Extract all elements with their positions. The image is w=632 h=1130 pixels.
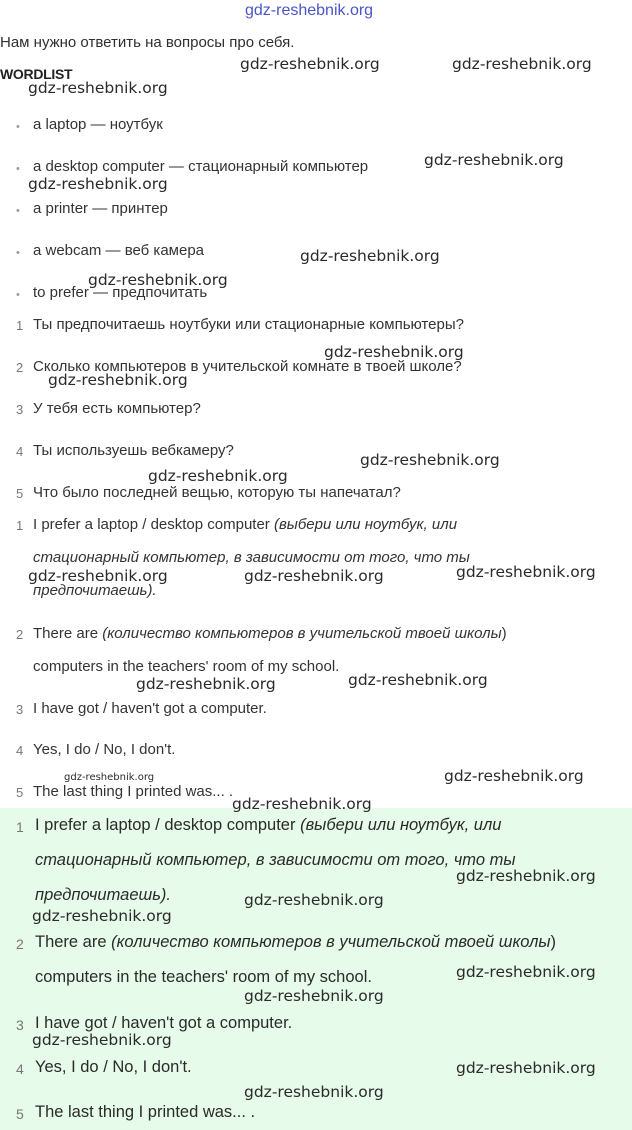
answer-1-line-1-highlight [35, 816, 501, 835]
answer-number: 1 [16, 819, 24, 835]
question-text: Сколько компьютеров в учительской комнате в твоей школе? [33, 358, 462, 375]
watermark: gdz-reshebnik.org [424, 151, 564, 169]
answer-2-line-2-highlight: computers in the teachers' room of my school. [35, 968, 372, 986]
answer-4-text: Yes, I do / No, I don't. [33, 741, 176, 758]
question-text: Что было последней вещью, которую ты напечатал? [33, 484, 401, 501]
watermark: gdz-reshebnik.org [300, 247, 440, 265]
answer-2-plain-highlight: There are [35, 933, 112, 951]
question-number: 3 [16, 402, 24, 417]
answer-number: 4 [16, 1061, 24, 1077]
answer-2-plain: There are [33, 625, 103, 642]
answer-1-hint-line-3: предпочитаешь). [33, 582, 157, 599]
answer-1-hint-highlight: (выбери или ноутбук, или [300, 816, 502, 834]
answer-1-plain: I prefer a laptop / desktop computer [33, 516, 274, 533]
watermark: gdz-reshebnik.org [148, 467, 288, 485]
watermark: gdz-reshebnik.org [324, 343, 464, 361]
watermark: gdz-reshebnik.org [28, 79, 168, 97]
intro-text: Нам нужно ответить на вопросы про себя. [0, 34, 295, 51]
answer-1-hint-line-3-highlight: предпочитаешь). [35, 886, 171, 904]
site-link[interactable]: gdz-reshebnik.org [245, 2, 374, 19]
answer-number: 5 [16, 785, 24, 800]
wordlist-item: a laptop — ноутбук [33, 116, 163, 133]
answer-2-close-highlight: ) [550, 933, 557, 951]
watermark: gdz-reshebnik.org [348, 671, 488, 689]
watermark: gdz-reshebnik.org [232, 795, 372, 813]
watermark: gdz-reshebnik.org [456, 563, 596, 581]
answer-5-text-highlight: The last thing I printed was... . [35, 1103, 256, 1121]
watermark: gdz-reshebnik.org [244, 987, 384, 1005]
answer-3-text: I have got / haven't got a computer. [33, 700, 267, 717]
answer-2-line-1 [33, 625, 507, 642]
question-text: У тебя есть компьютер? [33, 400, 201, 417]
answer-number: 3 [16, 702, 24, 717]
answer-number: 3 [16, 1017, 24, 1033]
answer-1-plain-highlight: I prefer a laptop / desktop computer [35, 816, 301, 834]
wordlist-item: a webcam — веб камера [33, 242, 205, 259]
watermark: gdz-reshebnik.org [32, 907, 172, 925]
wordlist-item: a desktop computer — стационарный компьютер [33, 158, 369, 175]
question-text: Ты предпочитаешь ноутбуки или стационарные компьютеры? [33, 316, 464, 333]
answer-1-hint-line-2-highlight: стационарный компьютер, в зависимости от того, что ты [35, 851, 516, 869]
bullet-icon: • [16, 289, 20, 301]
wordlist-heading: WORDLIST [0, 66, 73, 82]
watermark: gdz-reshebnik.org [360, 451, 500, 469]
watermark: gdz-reshebnik.org [244, 1083, 384, 1101]
question-number: 5 [16, 486, 24, 501]
bullet-icon: • [16, 121, 20, 133]
watermark: gdz-reshebnik.org [456, 867, 596, 885]
question-text: Ты используешь вебкамеру? [33, 442, 234, 459]
answer-1-line-1 [33, 516, 457, 533]
watermark: gdz-reshebnik.org [32, 1031, 172, 1049]
answer-2-hint-highlight: (количество компьютеров в учительской твоей школы [111, 933, 551, 951]
watermark: gdz-reshebnik.org [64, 772, 155, 783]
question-number: 4 [16, 444, 24, 459]
answer-2-line-2: computers in the teachers' room of my school. [33, 658, 340, 675]
watermark: gdz-reshebnik.org [136, 675, 276, 693]
answer-1-hint: (выбери или ноутбук, или [273, 516, 458, 533]
watermark: gdz-reshebnik.org [28, 567, 168, 585]
answer-number: 1 [16, 518, 24, 533]
watermark: gdz-reshebnik.org [444, 767, 584, 785]
watermark: gdz-reshebnik.org [244, 891, 384, 909]
answer-number: 2 [16, 936, 24, 952]
bullet-icon: • [16, 205, 20, 217]
answer-2-line-1-highlight [35, 933, 556, 952]
bullet-icon: • [16, 163, 20, 175]
watermark: gdz-reshebnik.org [244, 567, 384, 585]
question-number: 2 [16, 360, 24, 375]
answer-2-close: ) [501, 625, 507, 642]
answer-number: 4 [16, 743, 24, 758]
watermark: gdz-reshebnik.org [452, 55, 592, 73]
bullet-icon: • [16, 247, 20, 259]
wordlist-item: a printer — принтер [33, 200, 168, 217]
watermark: gdz-reshebnik.org [48, 371, 188, 389]
answer-number: 5 [16, 1106, 24, 1122]
answer-4-text-highlight: Yes, I do / No, I don't. [35, 1058, 192, 1076]
answer-3-text-highlight: I have got / haven't got a computer. [35, 1014, 293, 1032]
wordlist-item: to prefer — предпочитать [33, 284, 208, 301]
watermark: gdz-reshebnik.org [240, 55, 380, 73]
watermark: gdz-reshebnik.org [456, 1059, 596, 1077]
watermark: gdz-reshebnik.org [88, 271, 228, 289]
answer-1-hint-line-2: стационарный компьютер, в зависимости от того, что ты [33, 549, 470, 566]
answer-5-text: The last thing I printed was... . [33, 783, 234, 800]
question-number: 1 [16, 318, 24, 333]
watermark: gdz-reshebnik.org [28, 175, 168, 193]
watermark: gdz-reshebnik.org [456, 963, 596, 981]
answer-number: 2 [16, 627, 24, 642]
answer-2-hint: (количество компьютеров в учительской твоей школы [102, 625, 502, 642]
